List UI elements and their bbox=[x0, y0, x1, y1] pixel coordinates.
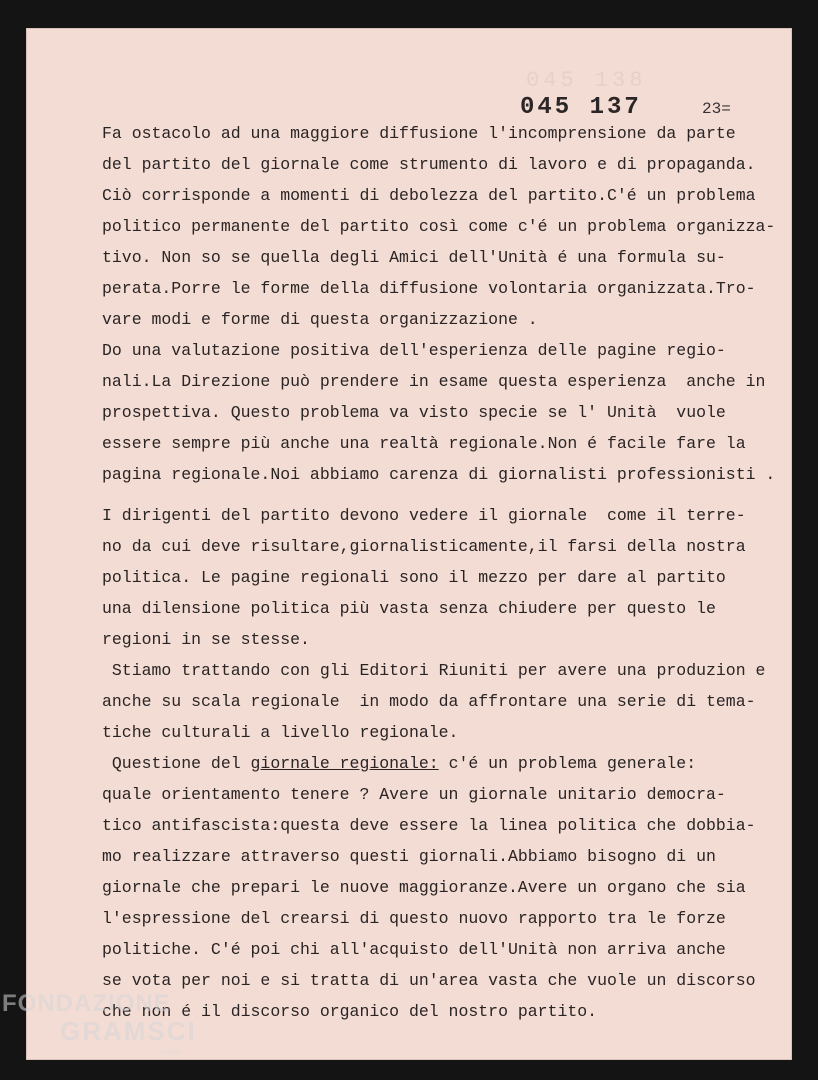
text-line: essere sempre più anche una realtà regionale.Non é facile fare la bbox=[102, 434, 746, 453]
text-line: perata.Porre le forme della diffusione volontaria organizzata.Tro- bbox=[102, 279, 756, 298]
text-line: pagina regionale.Noi abbiamo carenza di giornalisti professionisti . bbox=[102, 465, 776, 484]
text-line: Do una valutazione positiva dell'esperienza delle pagine regio- bbox=[102, 341, 726, 360]
text-line: anche su scala regionale in modo da affrontare una serie di tema- bbox=[102, 692, 756, 711]
text-line-with-underline: Questione del giornale regionale: c'é un problema generale: bbox=[102, 754, 697, 773]
watermark-line-3: onlus bbox=[160, 1047, 182, 1057]
page-number: 23= bbox=[702, 100, 731, 118]
text-line: del partito del giornale come strumento di lavoro e di propaganda. bbox=[102, 155, 756, 174]
document-number: 045 137 bbox=[520, 94, 642, 121]
text-line: tico antifascista:questa deve essere la linea politica che dobbia- bbox=[102, 816, 756, 835]
watermark-line-2: GRAMSCI bbox=[60, 1016, 197, 1046]
text-line: prospettiva. Questo problema va visto specie se l' Unità vuole bbox=[102, 403, 726, 422]
fondazione-gramsci-watermark bbox=[2, 990, 197, 1057]
watermark-line-1: FONDAZIONE bbox=[2, 990, 171, 1017]
underlined-phrase: giornale regionale: bbox=[250, 754, 439, 773]
text-line: politica. Le pagine regionali sono il mezzo per dare al partito bbox=[102, 568, 726, 587]
text-line: giornale che prepari le nuove maggioranze.Avere un organo che sia bbox=[102, 878, 746, 897]
text-line: Ciò corrisponde a momenti di debolezza del partito.C'é un problema bbox=[102, 186, 756, 205]
text-line: no da cui deve risultare,giornalisticamente,il farsi della nostra bbox=[102, 537, 746, 556]
text-line: una dilensione politica più vasta senza chiudere per questo le bbox=[102, 599, 716, 618]
paragraph-1 bbox=[102, 118, 782, 490]
text-line: politico permanente del partito così come c'é un problema organizza- bbox=[102, 217, 776, 236]
text-line: che non é il discorso organico del nostro partito. bbox=[102, 1002, 598, 1021]
text-line: quale orientamento tenere ? Avere un giornale unitario democra- bbox=[102, 785, 726, 804]
text-line: l'espressione del crearsi di questo nuovo rapporto tra le forze bbox=[102, 909, 726, 928]
paragraph-3 bbox=[102, 655, 782, 748]
paragraph-4 bbox=[102, 748, 782, 1027]
text-line: regioni in se stesse. bbox=[102, 630, 310, 649]
text-line: mo realizzare attraverso questi giornali.Abbiamo bisogno di un bbox=[102, 847, 716, 866]
text-line: tiche culturali a livello regionale. bbox=[102, 723, 459, 742]
text-line: Stiamo trattando con gli Editori Riuniti per avere una produzion e bbox=[102, 661, 766, 680]
text-line: se vota per noi e si tratta di un'area vasta che vuole un discorso bbox=[102, 971, 756, 990]
text-line: Fa ostacolo ad una maggiore diffusione l'incomprensione da parte bbox=[102, 124, 736, 143]
document-page bbox=[26, 28, 792, 1060]
paragraph-2 bbox=[102, 500, 782, 655]
typewritten-text bbox=[102, 118, 782, 1027]
bleed-through-number: 045 138 bbox=[526, 68, 647, 93]
text-line: tivo. Non so se quella degli Amici dell'Unità é una formula su- bbox=[102, 248, 726, 267]
text-line: I dirigenti del partito devono vedere il giornale come il terre- bbox=[102, 506, 746, 525]
text-line: politiche. C'é poi chi all'acquisto dell'Unità non arriva anche bbox=[102, 940, 726, 959]
text-line: vare modi e forme di questa organizzazione . bbox=[102, 310, 538, 329]
text-line: nali.La Direzione può prendere in esame questa esperienza anche in bbox=[102, 372, 766, 391]
